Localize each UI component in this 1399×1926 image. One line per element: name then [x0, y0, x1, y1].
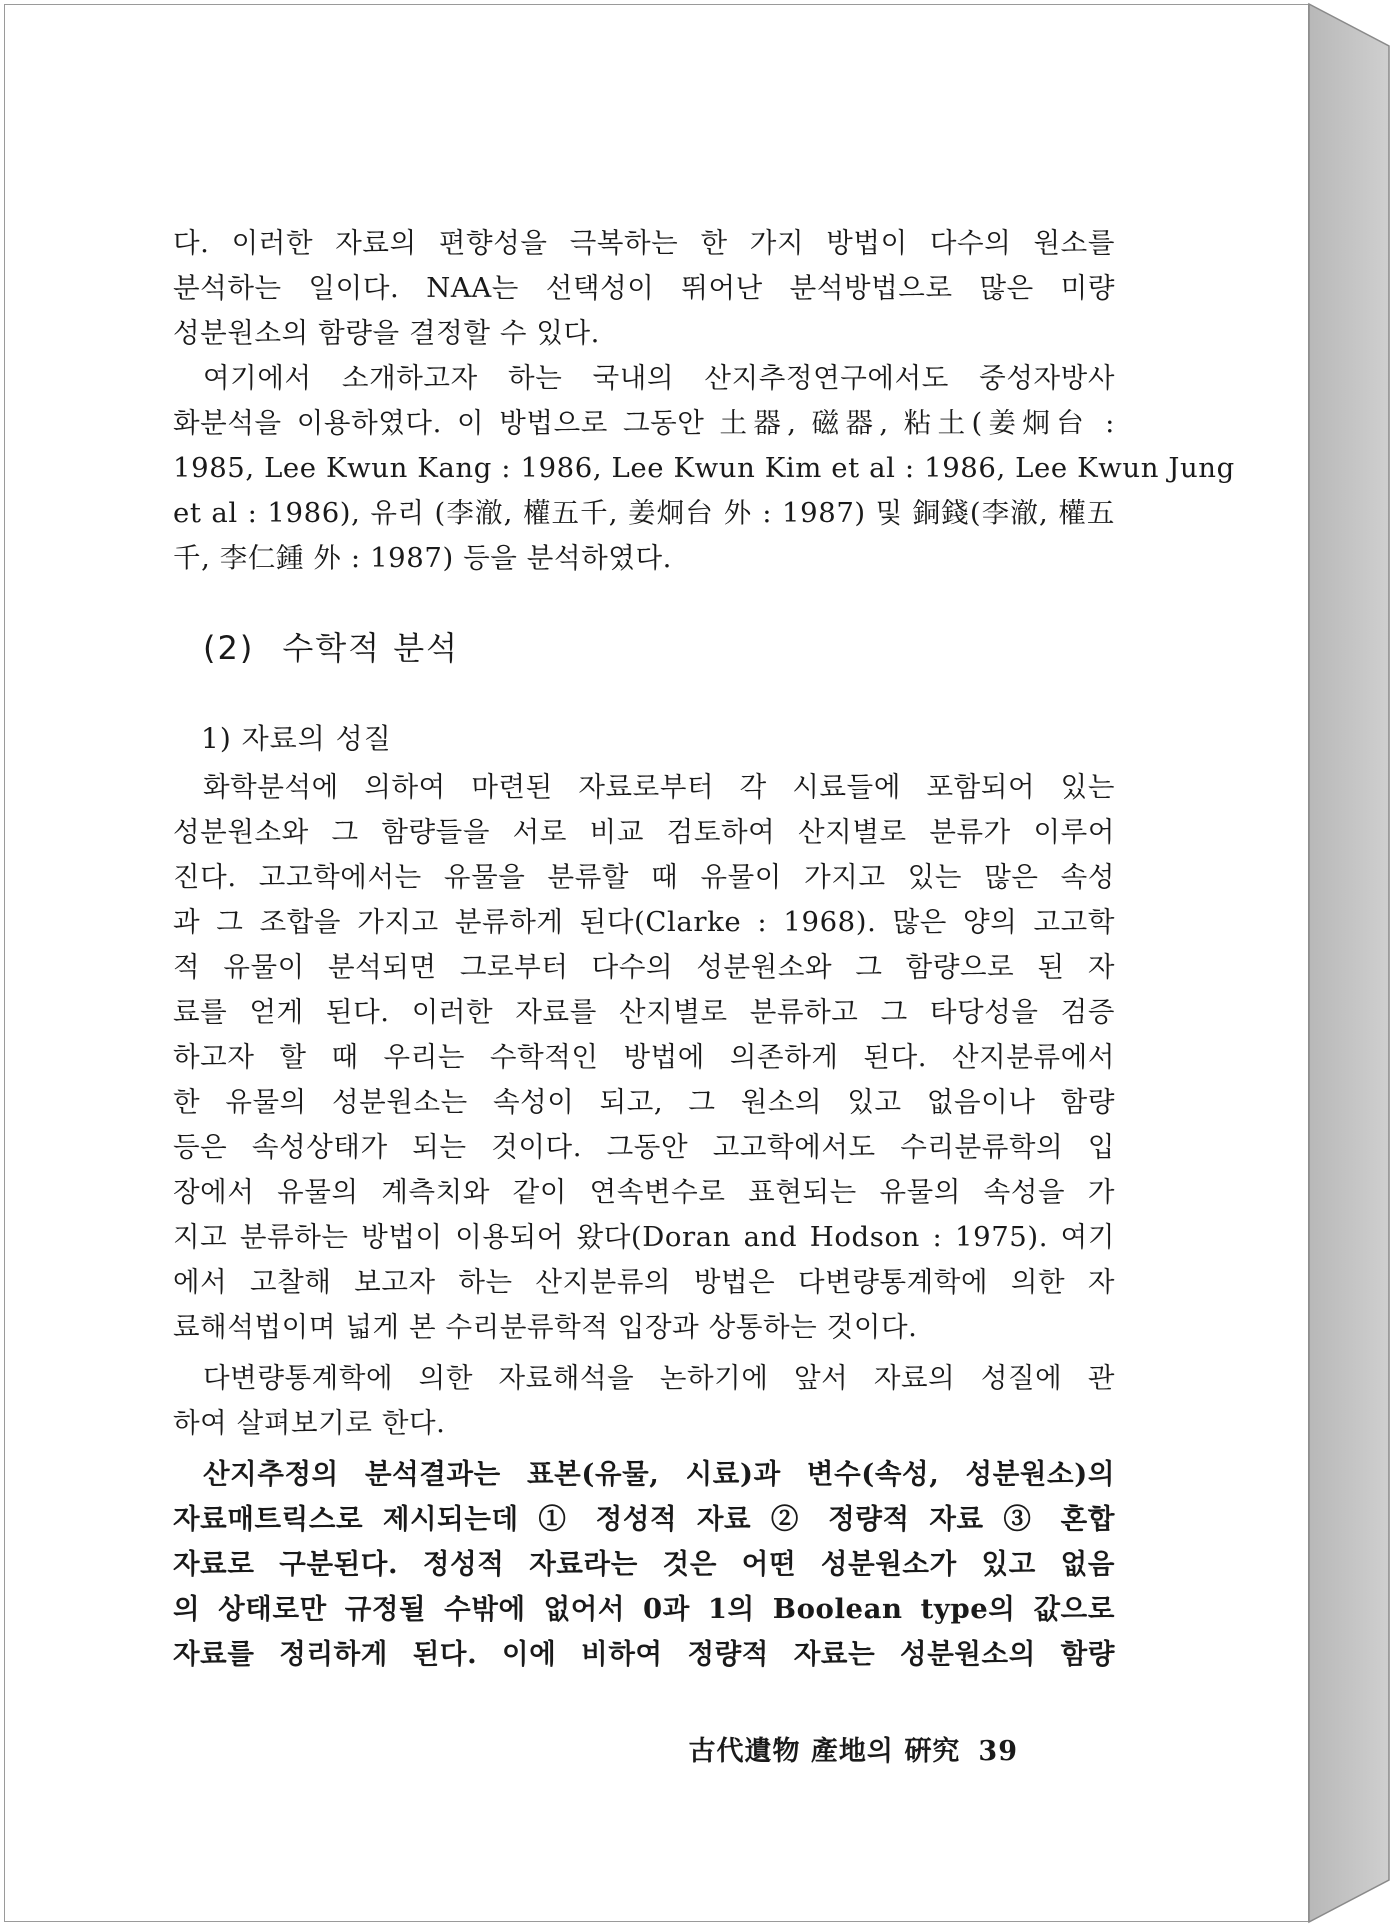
text-line: 자료매트릭스로 제시되는데 ① 정성적 자료 ② 정량적 자료 ③ 혼합 — [173, 1503, 1115, 1535]
text-line: 등은 속성상태가 되는 것이다. 그동안 고고학에서도 수리분류학의 입 — [173, 1131, 1115, 1163]
document-page — [4, 4, 1309, 1922]
text-line: 지고 분류하는 방법이 이용되어 왔다(Doran and Hodson : 1975). 여기 — [173, 1221, 1115, 1253]
text-line: 분석하는 일이다. NAA는 선택성이 뛰어난 분석방법으로 많은 미량 — [173, 272, 1115, 304]
text-line: 료해석법이며 넓게 본 수리분류학적 입장과 상통하는 것이다. — [173, 1311, 918, 1343]
text-line: 에서 고찰해 보고자 하는 산지분류의 방법은 다변량통계학에 의한 자 — [173, 1266, 1115, 1298]
text-line: 千, 李仁鍾 外 : 1987) 등을 분석하였다. — [173, 542, 672, 574]
text-line: 성분원소의 함량을 결정할 수 있다. — [173, 317, 601, 349]
text-line: et al : 1986), 유리 (李澈, 權五千, 姜炯台 外 : 1987) 및 銅錢(李澈, 權五 — [173, 497, 1115, 529]
text-line: 과 그 조합을 가지고 분류하게 된다(Clarke : 1968). 많은 양의 고고학 — [173, 906, 1115, 938]
text-line: 자료를 정리하게 된다. 이에 비하여 정량적 자료는 성분원소의 함량 — [173, 1638, 1115, 1670]
text-line: 다변량통계학에 의한 자료해석을 논하기에 앞서 자료의 성질에 관 — [203, 1362, 1115, 1394]
text-line: 진다. 고고학에서는 유물을 분류할 때 유물이 가지고 있는 많은 속성 — [173, 861, 1115, 893]
book-edge-graphic — [1309, 4, 1395, 1922]
text-line: 산지추정의 분석결과는 표본(유물, 시료)과 변수(속성, 성분원소)의 — [203, 1458, 1115, 1490]
text-line: 하여 살펴보기로 한다. — [173, 1407, 446, 1439]
text-line: 자료로 구분된다. 정성적 자료라는 것은 어떤 성분원소가 있고 없음 — [173, 1548, 1115, 1580]
text-line: 화학분석에 의하여 마련된 자료로부터 각 시료들에 포함되어 있는 — [203, 771, 1115, 803]
book-edge-shadow — [1309, 4, 1395, 1922]
text-line: 장에서 유물의 계측치와 같이 연속변수로 표현되는 유물의 속성을 가 — [173, 1176, 1115, 1208]
page-number: 39 — [978, 1736, 1018, 1767]
text-line: 1985, Lee Kwun Kang : 1986, Lee Kwun Kim et al : 1986, Lee Kwun Jung — [173, 452, 1235, 484]
page-footer — [689, 1729, 1018, 1768]
text-line: 의 상태로만 규정될 수밖에 없어서 0과 1의 Boolean type의 값으로 — [173, 1593, 1115, 1625]
text-line: 화분석을 이용하였다. 이 방법으로 그동안 土器, 磁器, 粘土(姜炯台 : — [173, 407, 1115, 439]
section-title: 수학적 분석 — [282, 629, 460, 667]
text-line: 여기에서 소개하고자 하는 국내의 산지추정연구에서도 중성자방사 — [203, 362, 1115, 394]
text-line: 료를 얻게 된다. 이러한 자료를 산지별로 분류하고 그 타당성을 검증 — [173, 996, 1115, 1028]
text-line: 성분원소와 그 함량들을 서로 비교 검토하여 산지별로 분류가 이루어 — [173, 816, 1115, 848]
text-line: 적 유물이 분석되면 그로부터 다수의 성분원소와 그 함량으로 된 자 — [173, 951, 1115, 983]
subsection-heading: 1) 자료의 성질 — [201, 722, 392, 755]
text-line: 한 유물의 성분원소는 속성이 되고, 그 원소의 있고 없음이나 함량 — [173, 1086, 1115, 1118]
running-title: 古代遺物 產地의 硏究 — [688, 1736, 961, 1767]
section-heading — [203, 623, 459, 669]
body-paragraphs — [173, 765, 1115, 1677]
text-line: 다. 이러한 자료의 편향성을 극복하는 한 가지 방법이 다수의 원소를 — [173, 227, 1115, 259]
section-number: (2) — [203, 629, 255, 667]
text-line: 하고자 할 때 우리는 수학적인 방법에 의존하게 된다. 산지분류에서 — [173, 1041, 1115, 1073]
intro-paragraphs — [173, 221, 1235, 581]
